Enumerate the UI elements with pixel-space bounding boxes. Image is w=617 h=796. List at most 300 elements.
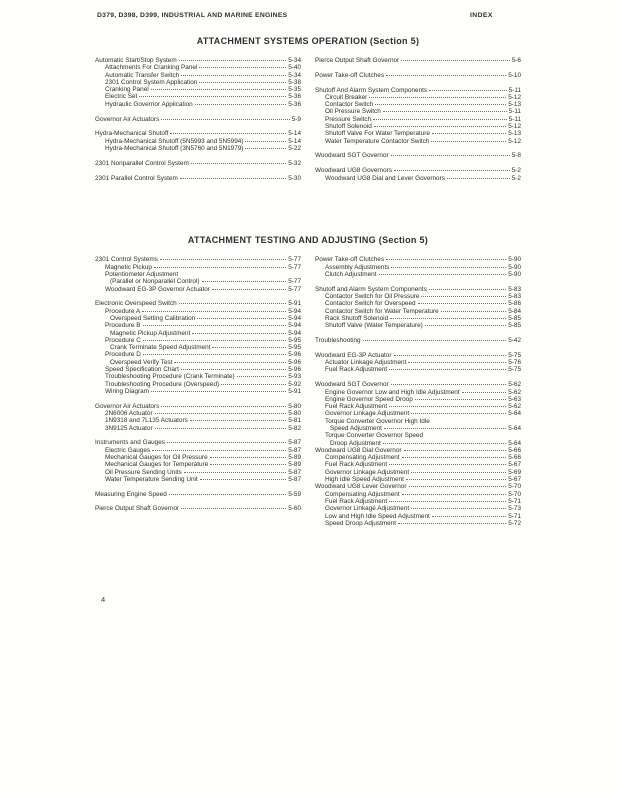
dot-leader — [169, 494, 286, 495]
entry-page-number: 5-89 — [288, 461, 301, 469]
entry-page-number: 5-84 — [508, 307, 521, 315]
entry-title: Magnetic Pickup — [105, 263, 152, 271]
entry-page-number: 5-96 — [288, 358, 301, 366]
entry-title: Woodward SGT Governor — [315, 152, 389, 160]
dot-leader — [142, 311, 286, 312]
dot-leader — [210, 457, 287, 458]
entry-group — [315, 152, 521, 159]
entry-title: Torque Converter Governor High Idle — [325, 417, 430, 425]
entry-page-number: 5-92 — [288, 380, 301, 388]
index-entry — [95, 491, 301, 498]
entry-page-number: 5-67 — [508, 476, 521, 484]
dot-leader — [181, 369, 286, 370]
entry-page-number: 5-42 — [508, 337, 521, 345]
entry-title: Shutoff and Alarm System Components — [315, 285, 427, 293]
dot-leader — [421, 296, 506, 297]
index-entry — [95, 461, 301, 468]
entry-title: Pierce Output Shaft Governor — [315, 57, 400, 64]
entry-page-number: 5-77 — [288, 285, 301, 293]
entry-page-number: 5-90 — [508, 270, 521, 278]
entry-page-number: 5-94 — [288, 322, 301, 330]
entry-title: Torque Converter Governor Speed — [325, 432, 424, 440]
entry-page-number: 5-83 — [508, 285, 521, 293]
entry-title: Hydra-Mechanical Shutoff (5N5993 and 5N5994) — [105, 137, 244, 145]
entry-page-number: 5-91 — [288, 387, 301, 395]
entry-page-number: 5-87 — [288, 468, 301, 476]
dot-leader — [155, 428, 287, 429]
entry-group — [95, 116, 301, 123]
index-entry — [95, 86, 301, 93]
entry-title: Assembly Adjustments — [325, 263, 390, 271]
index-entry — [315, 461, 521, 468]
entry-page-number: 5-64 — [508, 439, 521, 447]
dot-leader — [363, 340, 507, 341]
entry-group — [95, 130, 301, 152]
section-columns — [95, 57, 521, 189]
entry-page-number: 5-36 — [288, 93, 301, 101]
right-column — [315, 256, 521, 534]
entry-page-number: 5-80 — [288, 410, 301, 417]
entry-title: Actuator Linkage Adjustment — [325, 359, 407, 367]
entry-group — [315, 352, 521, 374]
entry-title: Compensating Adjustment — [325, 454, 400, 462]
entry-page-number: 5-83 — [508, 293, 521, 301]
index-entry — [315, 123, 521, 130]
entry-title: 3N9125 Actuator — [105, 424, 153, 432]
entry-page-number: 5-59 — [288, 490, 301, 498]
index-entry — [95, 175, 301, 182]
dot-leader — [245, 148, 286, 149]
entry-title: Troubleshooting Procedure (Overspeed) — [105, 380, 220, 388]
index-entry — [315, 300, 521, 307]
dot-leader — [418, 303, 507, 304]
entry-group — [95, 300, 301, 395]
dot-leader — [425, 325, 506, 326]
entry-title: Woodward EG-3P Governor Actuator — [105, 285, 210, 293]
entry-page-number: 5-30 — [288, 174, 301, 182]
entry-page-number: 5-73 — [508, 505, 521, 513]
entry-title: 2301 Nonparallel Control System — [95, 159, 189, 167]
dot-leader — [161, 406, 286, 407]
entry-page-number: 5-95 — [288, 344, 301, 352]
dot-leader — [155, 413, 287, 414]
dot-leader — [384, 428, 506, 429]
entry-page-number: 5-71 — [508, 512, 521, 520]
entry-page-number: 5-14 — [288, 137, 301, 145]
entry-title: Speed Droop Adjustment — [325, 519, 397, 527]
entry-group — [315, 256, 521, 278]
index-entry — [315, 403, 521, 410]
dot-leader — [404, 450, 507, 451]
entry-group — [95, 57, 301, 108]
entry-page-number: 5-35 — [288, 86, 301, 94]
entry-title: Procedure A — [105, 307, 141, 315]
entry-page-number: 5-77 — [288, 256, 301, 264]
entry-title: Potentiometer Adjustment — [105, 270, 179, 278]
dot-leader — [199, 82, 286, 83]
index-entry — [315, 57, 521, 64]
index-entry — [95, 79, 301, 86]
index-entry — [315, 101, 521, 108]
dot-leader — [391, 155, 510, 156]
dot-leader — [160, 259, 286, 260]
dot-leader — [441, 311, 507, 312]
entry-title: Measuring Engine Speed — [95, 490, 167, 498]
index-entry — [95, 505, 301, 512]
dot-leader — [383, 443, 506, 444]
index-entry — [315, 491, 521, 498]
index-entry — [315, 513, 521, 520]
dot-leader — [210, 464, 286, 465]
index-entry — [95, 359, 301, 366]
entry-title: 2301 Control Systems — [95, 256, 158, 264]
left-column — [95, 256, 301, 534]
entry-title: Governor Linkage Adjustment — [325, 505, 410, 513]
entry-title: Fuel Rack Adjustment — [325, 461, 388, 469]
dot-leader — [221, 384, 286, 385]
dot-leader — [406, 479, 506, 480]
dot-leader — [199, 67, 286, 68]
index-entry — [95, 469, 301, 476]
entry-page-number: 5-91 — [288, 300, 301, 308]
entry-title: Hydra-Mechanical Shutoff — [95, 130, 169, 138]
index-entry — [95, 116, 301, 123]
index-entry — [95, 425, 301, 432]
dot-leader — [161, 119, 289, 120]
entry-page-number: 5-63 — [508, 395, 521, 403]
dot-leader — [401, 60, 510, 61]
entry-title: Fuel Rack Adjustment — [325, 497, 388, 505]
entry-group — [315, 381, 521, 527]
dot-leader — [411, 413, 506, 414]
entry-title: Woodward SGT Governor — [315, 381, 389, 389]
entry-page-number: 5-11 — [508, 108, 521, 116]
entry-page-number: 5-80 — [288, 402, 301, 410]
index-entry — [315, 72, 521, 79]
index-entry — [95, 344, 301, 351]
dot-leader — [139, 96, 286, 97]
entry-group — [315, 57, 521, 64]
entry-group — [315, 286, 521, 330]
index-entry — [315, 366, 521, 373]
dot-leader — [245, 141, 286, 142]
index-entry — [315, 469, 521, 476]
index-entry — [315, 271, 521, 278]
entry-title: Automatic Start/Stop System — [95, 57, 177, 64]
index-section — [95, 36, 521, 189]
entry-page-number: 5-87 — [288, 446, 301, 454]
index-entry — [95, 337, 301, 344]
entry-group — [95, 439, 301, 483]
dot-leader — [373, 119, 507, 120]
entry-page-number: 5-60 — [288, 505, 301, 513]
entry-page-number: 5-72 — [508, 519, 521, 527]
entry-page-number: 5-85 — [508, 322, 521, 330]
entry-title: Overspeed Verify Test — [110, 358, 173, 366]
index-entry — [95, 93, 301, 100]
entry-title: Shutoff Valve For Water Temperature — [325, 130, 430, 138]
entry-title: Contactor Switch — [325, 101, 374, 109]
entry-title: Governor Linkage Adjustment — [325, 410, 410, 418]
dot-leader — [192, 333, 286, 334]
entry-group — [315, 167, 521, 182]
index-entry — [315, 410, 521, 417]
entry-page-number: 5-69 — [508, 468, 521, 476]
index-entry — [95, 278, 301, 285]
entry-title: Speed Specification Chart — [105, 366, 179, 374]
dot-leader — [391, 384, 507, 385]
entry-title: 2301 Parallel Control System — [95, 174, 178, 182]
entry-group — [315, 337, 521, 344]
dot-leader — [212, 289, 286, 290]
entry-title: Instruments and Gauges — [95, 439, 165, 447]
index-entry — [95, 286, 301, 293]
dot-leader — [402, 457, 507, 458]
entry-group — [95, 491, 301, 498]
entry-page-number: 5-86 — [508, 300, 521, 308]
entry-title: Cranking Panel — [105, 86, 149, 94]
entry-title: Procedure B — [105, 322, 141, 330]
entry-group — [95, 175, 301, 182]
entry-title: Attachments For Cranking Panel — [105, 64, 198, 72]
dot-leader — [179, 60, 287, 61]
dot-leader — [408, 362, 506, 363]
entry-page-number: 5-11 — [508, 115, 521, 123]
index-entry — [95, 439, 301, 446]
entry-page-number: 5-90 — [508, 256, 521, 264]
dot-leader — [212, 347, 286, 348]
section-title: ATTACHMENT SYSTEMS OPERATION (Section 5) — [196, 36, 420, 46]
index-entry — [95, 330, 301, 337]
index-entry — [95, 101, 301, 108]
entry-page-number: 5-32 — [288, 159, 301, 167]
entry-page-number: 5-22 — [288, 144, 301, 152]
dot-leader — [167, 442, 286, 443]
entry-title: Fuel Rack Adjustment — [325, 366, 388, 374]
dot-leader — [429, 289, 506, 290]
entry-page-number: 5-13 — [508, 130, 521, 138]
index-entry — [95, 388, 301, 395]
dot-leader — [379, 274, 507, 275]
entry-page-number: 5-94 — [288, 329, 301, 337]
dot-leader — [411, 472, 506, 473]
index-entry — [315, 352, 521, 359]
entry-title: Contactor Switch for Oil Pressure — [325, 293, 420, 301]
entry-page-number: 5-36 — [288, 100, 301, 108]
entry-page-number: 5-85 — [508, 314, 521, 322]
dot-leader — [154, 267, 286, 268]
index-entry — [315, 315, 521, 322]
index-entry — [315, 167, 521, 174]
entry-title: Speed Adjustment — [330, 425, 382, 432]
entry-page-number: 5-34 — [288, 71, 301, 79]
entry-page-number: 5-87 — [288, 439, 301, 447]
dot-leader — [415, 399, 506, 400]
index-entry — [315, 337, 521, 344]
dot-leader — [181, 75, 286, 76]
index-entry — [315, 264, 521, 271]
entry-page-number: 5-87 — [288, 475, 301, 483]
index-section — [95, 235, 521, 534]
index-entry — [95, 315, 301, 322]
dot-leader — [180, 178, 286, 179]
index-entry — [95, 373, 301, 380]
index-entry — [315, 440, 521, 447]
index-entry — [315, 454, 521, 461]
entry-page-number: 5-9 — [291, 115, 301, 123]
entry-title: Troubleshooting Procedure (Crank Terminate) — [105, 373, 235, 381]
dot-leader — [409, 486, 507, 487]
index-entry — [315, 432, 521, 439]
index-entry — [95, 366, 301, 373]
page-number: 4 — [101, 595, 106, 604]
entry-title: Shutoff Solenoid — [325, 123, 372, 131]
entry-title: High Idle Speed Adjustment — [325, 476, 404, 484]
entry-page-number: 5-75 — [508, 366, 521, 374]
entry-title: Contactor Switch for Water Temperature — [325, 307, 439, 315]
section-title: ATTACHMENT TESTING AND ADJUSTING (Section 5) — [187, 235, 429, 246]
entry-page-number: 5-82 — [288, 424, 301, 432]
entry-title: 2N6006 Actuator — [105, 410, 153, 417]
index-entry — [315, 175, 521, 182]
section-columns — [95, 256, 521, 534]
dot-leader — [152, 450, 286, 451]
entry-page-number: 5-6 — [511, 57, 521, 64]
entry-title: Power Take-off Clutches — [315, 256, 385, 264]
dot-leader — [432, 133, 506, 134]
dot-leader — [151, 89, 287, 90]
dot-leader — [151, 391, 286, 392]
index-entry — [315, 498, 521, 505]
entry-page-number: 5-12 — [508, 137, 521, 145]
index-entry — [315, 322, 521, 329]
dot-leader — [462, 392, 507, 393]
entry-page-number: 5-81 — [288, 417, 301, 425]
entry-title: Pierce Output Shaft Governor — [95, 505, 180, 513]
entry-page-number: 5-8 — [511, 152, 521, 160]
index-entry — [95, 160, 301, 167]
index-entry — [315, 116, 521, 123]
entry-page-number: 5-62 — [508, 381, 521, 389]
index-entry — [95, 64, 301, 71]
index-entry — [315, 256, 521, 263]
dot-leader — [375, 104, 506, 105]
dot-leader — [170, 133, 286, 134]
dot-leader — [184, 472, 286, 473]
entry-page-number: 5-2 — [511, 167, 521, 175]
entry-page-number: 5-71 — [508, 497, 521, 505]
entry-page-number: 5-67 — [508, 461, 521, 469]
entry-page-number: 5-77 — [288, 263, 301, 271]
right-column — [315, 57, 521, 189]
dot-leader — [181, 508, 286, 509]
dot-leader — [143, 340, 286, 341]
index-entry — [95, 300, 301, 307]
index-entry — [95, 447, 301, 454]
entry-title: Governor Linkage Adjustment — [325, 468, 410, 476]
entry-title: Circuit Breaker — [325, 93, 368, 101]
entry-page-number: 5-62 — [508, 403, 521, 411]
entry-page-number: 5-89 — [288, 453, 301, 461]
entry-page-number: 5-62 — [508, 388, 521, 396]
dot-leader — [447, 178, 510, 179]
entry-title: Magnetic Pickup Adjustment — [110, 329, 191, 337]
index-entry — [95, 403, 301, 410]
dot-leader — [411, 508, 506, 509]
index-entry — [95, 308, 301, 315]
entry-title: Low and High Idle Speed Adjustment — [325, 512, 430, 520]
dot-leader — [369, 97, 506, 98]
index-entry — [95, 351, 301, 358]
dot-leader — [432, 516, 506, 517]
dot-leader — [197, 318, 286, 319]
dot-leader — [191, 163, 286, 164]
entry-page-number: 5-11 — [508, 86, 521, 94]
index-entry — [315, 152, 521, 159]
entry-page-number: 5-94 — [288, 314, 301, 322]
entry-title: Oil Pressure Switch — [325, 108, 381, 116]
left-column — [95, 57, 301, 189]
entry-title: Oil Pressure Sending Units — [105, 468, 182, 476]
dot-leader — [202, 281, 287, 282]
entry-title: Shutoff Valve (Water Temperature) — [325, 322, 423, 330]
index-entry — [315, 425, 521, 432]
index-entry — [95, 138, 301, 145]
index-entry — [315, 108, 521, 115]
entry-title: Water Temperature Contactor Switch — [325, 137, 430, 145]
entry-title: Engine Governor Low and High Idle Adjustment — [325, 388, 460, 396]
entry-group — [315, 87, 521, 145]
index-entry — [315, 138, 521, 145]
entry-title: Mechanical Gauges for Temperature — [105, 461, 209, 469]
dot-leader — [398, 523, 506, 524]
entry-page-number: 5-96 — [288, 366, 301, 374]
entry-title: Procedure D — [105, 351, 141, 359]
dot-leader — [389, 406, 506, 407]
dot-leader — [390, 318, 506, 319]
entry-page-number: 5-2 — [511, 174, 521, 182]
entry-group — [95, 403, 301, 432]
entry-title: Wiring Diagram — [105, 387, 150, 395]
entry-page-number: 5-66 — [508, 454, 521, 462]
index-entry — [315, 286, 521, 293]
entry-page-number: 5-40 — [288, 64, 301, 72]
dot-leader — [431, 141, 506, 142]
entry-page-number: 5-70 — [508, 483, 521, 491]
entry-title: Rack Shutoff Solenoid — [325, 314, 389, 322]
entry-title: Power Take-off Clutches — [315, 71, 385, 79]
index-entry — [315, 520, 521, 527]
index-entry — [95, 381, 301, 388]
entry-title: Crank Terminate Speed Adjustment — [110, 344, 211, 352]
entry-group — [95, 505, 301, 512]
entry-title: Engine Governor Speed Droop — [325, 395, 413, 403]
index-entry — [95, 454, 301, 461]
dot-leader — [429, 90, 507, 91]
entry-page-number: 5-76 — [508, 359, 521, 367]
entry-page-number: 5-13 — [508, 101, 521, 109]
entry-title: Electric Set — [105, 93, 138, 101]
entry-title: Procedure C — [105, 336, 141, 344]
index-entry — [315, 447, 521, 454]
entry-title: Mechanical Gauges for Oil Pressure — [105, 453, 208, 461]
dot-leader — [394, 355, 507, 356]
index-entry — [95, 57, 301, 64]
dot-leader — [386, 259, 506, 260]
index-entry — [315, 94, 521, 101]
dot-leader — [200, 479, 286, 480]
dot-leader — [143, 354, 286, 355]
